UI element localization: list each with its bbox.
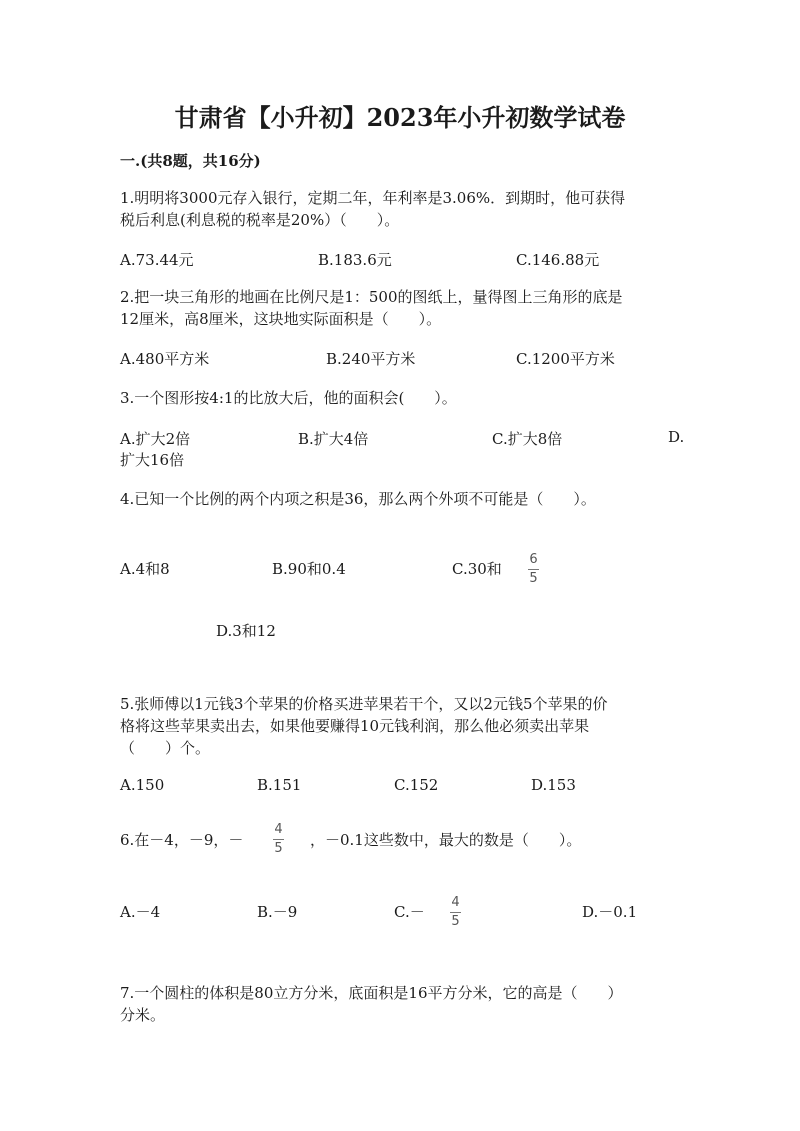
q5-option-b: B.151 (257, 776, 302, 794)
q7-text-line1: 7.一个圆柱的体积是80立方分米，底面积是16平方分米，它的高是（ ） (120, 984, 623, 1002)
q6-option-a: A.－4 (120, 903, 161, 921)
q1-option-b: B.183.6元 (318, 251, 392, 269)
fraction-bar (528, 569, 539, 570)
fraction-numerator: 4 (274, 822, 283, 837)
q3-option-a: A.扩大2倍 (120, 430, 191, 448)
q6-text-part2: ，－0.1这些数中，最大的数是（ ）。 (310, 831, 582, 849)
q3-text-line1: 3.一个图形按4:1的比放大后，他的面积会( ）。 (120, 389, 457, 407)
q3-option-b: B.扩大4倍 (298, 430, 369, 448)
fraction-bar (273, 839, 284, 840)
q2-text-line2: 12厘米，高8厘米，这块地实际面积是（ ）。 (120, 310, 442, 328)
q7-text-line2: 分米。 (120, 1006, 166, 1024)
fraction-numerator: 4 (451, 895, 460, 910)
q6-option-b: B.－9 (257, 903, 298, 921)
q4-option-c-fraction (528, 553, 539, 586)
q1-text-line2: 税后利息(利息税的税率是20%）（ ）。 (120, 211, 400, 229)
q2-option-c: C.1200平方米 (516, 350, 615, 368)
q2-option-b: B.240平方米 (326, 350, 416, 368)
q2-option-a: A.480平方米 (120, 350, 210, 368)
q2-text-line1: 2.把一块三角形的地画在比例尺是1：500的图纸上，量得图上三角形的底是 (120, 288, 623, 306)
q6-inline-fraction (273, 823, 284, 856)
q3-option-d-wrap: 扩大16倍 (120, 451, 185, 469)
q5-text-line2: 格将这些苹果卖出去，如果他要赚得10元钱利润，那么他必须卖出苹果 (120, 717, 590, 735)
q4-option-a: A.4和8 (120, 560, 170, 578)
q3-option-d: D. (668, 428, 685, 446)
q4-option-d: D.3和12 (216, 622, 276, 640)
q1-text-line1: 1.明明将3000元存入银行，定期二年，年利率是3.06%．到期时，他可获得 (120, 189, 626, 207)
fraction-denominator: 5 (451, 914, 460, 929)
q6-option-d: D.－0.1 (582, 903, 638, 921)
fraction-denominator: 5 (529, 571, 538, 586)
q5-text-line3: （ ）个。 (120, 739, 211, 757)
q5-option-c: C.152 (394, 776, 439, 794)
q4-option-c: C.30和 (452, 560, 502, 578)
q3-option-c: C.扩大8倍 (492, 430, 563, 448)
q5-option-d: D.153 (531, 776, 576, 794)
q6-text-part1: 6.在－4，－9，－ (120, 831, 244, 849)
q4-option-b: B.90和0.4 (272, 560, 346, 578)
section-header: 一.(共8题，共16分) (120, 152, 261, 170)
fraction-denominator: 5 (274, 841, 283, 856)
exam-title: 甘肃省【小升初】2023年小升初数学试卷 (174, 103, 626, 132)
fraction-numerator: 6 (529, 552, 538, 567)
q1-option-a: A.73.44元 (120, 251, 194, 269)
q6-option-c-fraction (450, 896, 461, 929)
q5-option-a: A.150 (120, 776, 165, 794)
q1-option-c: C.146.88元 (516, 251, 600, 269)
q4-text-line1: 4.已知一个比例的两个内项之积是36，那么两个外项不可能是（ ）。 (120, 490, 596, 508)
fraction-bar (450, 912, 461, 913)
q6-option-c: C.－ (394, 903, 425, 921)
q5-text-line1: 5.张师傅以1元钱3个苹果的价格买进苹果若干个，又以2元钱5个苹果的价 (120, 695, 608, 713)
